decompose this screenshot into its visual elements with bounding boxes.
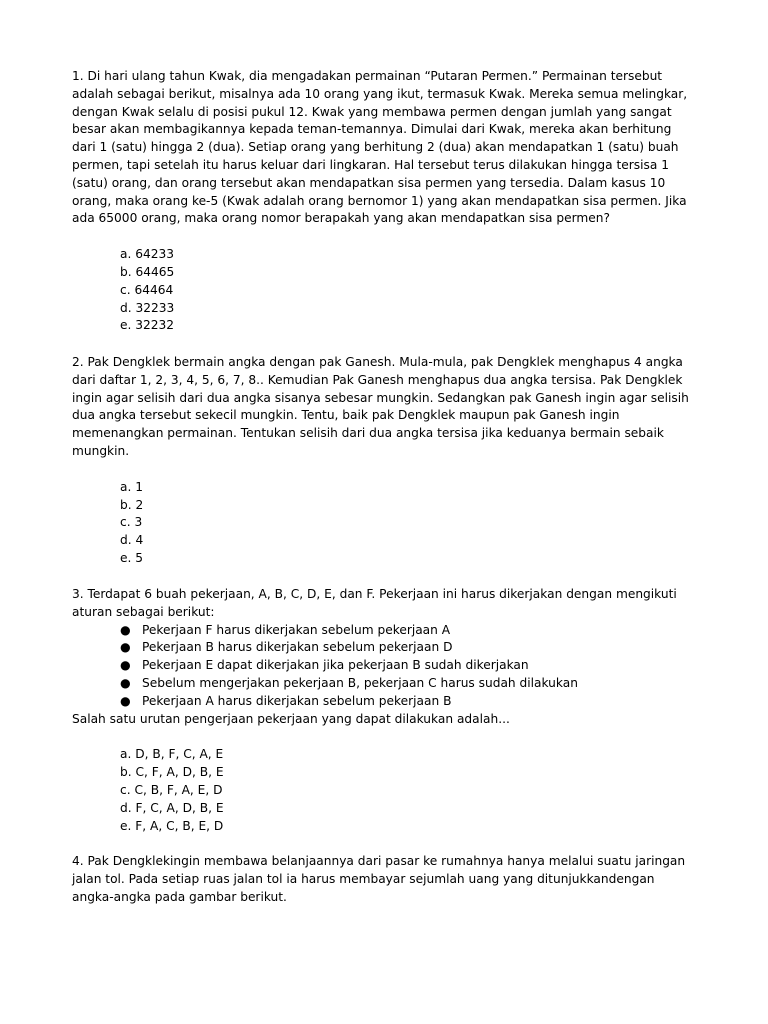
bullet-icon: ● (120, 622, 131, 637)
bullet-icon: ● (120, 693, 131, 708)
rule-text: Pekerjaan E dapat dikerjakan jika pekerjaan B sudah dikerjakan (142, 658, 529, 673)
question-1-text: 1. Di hari ulang tahun Kwak, dia mengadakan permainan “Putaran Permen.” Permainan tersebut adalah sebagai berikut, misalnya ada 10 orang yang ikut, termasuk Kwak. Mereka semua melingkar, dengan Kwak selalu di posisi pukul 12. Kwak yang membawa permen dengan jumlah yang sangat besar akan membagikannya kepada teman-temannya. Dimulai dari Kwak, mereka akan berhitung dari 1 (satu) hingga 2 (dua). Setiap orang yang berhitung 2 (dua) akan mendapatkan 1 (satu) buah permen, tapi setelah itu harus keluar dari lingkaran. Hal tersebut terus dilakukan hingga tersisa 1 (satu) orang, dan orang tersebut akan mendapatkan sisa permen yang tersedia. Dalam kasus 10 orang, maka orang ke-5 (Kwak adalah orang bernomor 1) yang akan mendapatkan sisa permen. Jika ada 65000 orang, maka orang nomor berapakah yang akan mendapatkan sisa permen? (72, 69, 688, 226)
rule-item (120, 675, 698, 693)
option-c: c. 64464 (120, 282, 174, 297)
rule-text: Sebelum mengerjakan pekerjaan B, pekerjaan C harus sudah dilakukan (142, 675, 578, 690)
question-1-options (72, 246, 698, 335)
bullet-icon: ● (120, 640, 131, 655)
bullet-icon: ● (120, 658, 131, 673)
rule-item (120, 639, 698, 657)
question-3-options (72, 746, 698, 835)
question-3-rules (72, 622, 698, 711)
option-d: d. 4 (120, 533, 144, 548)
option-e: e. F, A, C, B, E, D (120, 818, 224, 833)
question-2-options (72, 479, 698, 568)
option-a: a. 64233 (120, 247, 174, 262)
option-d: d. F, C, A, D, B, E (120, 800, 224, 815)
option-d: d. 32233 (120, 300, 175, 315)
bullet-icon: ● (120, 675, 131, 690)
option-b: b. 2 (120, 497, 144, 512)
option-b: b. C, F, A, D, B, E (120, 765, 224, 780)
rule-item (120, 657, 698, 675)
option-a: a. 1 (120, 479, 143, 494)
option-e: e. 5 (120, 550, 144, 565)
option-c: c. C, B, F, A, E, D (120, 782, 223, 797)
rule-text: Pekerjaan F harus dikerjakan sebelum pekerjaan A (142, 622, 451, 637)
question-3-prompt: Salah satu urutan pengerjaan pekerjaan yang dapat dilakukan adalah... (72, 711, 510, 726)
question-3-text: 3. Terdapat 6 buah pekerjaan, A, B, C, D, E, dan F. Pekerjaan ini harus dikerjakan dengan mengikuti aturan sebagai berikut: (72, 587, 677, 619)
question-3 (72, 586, 698, 835)
rule-text: Pekerjaan B harus dikerjakan sebelum pekerjaan D (142, 640, 453, 655)
question-1 (72, 68, 698, 335)
question-2-text: 2. Pak Dengklek bermain angka dengan pak Ganesh. Mula-mula, pak Dengklek menghapus 4 angka dari daftar 1, 2, 3, 4, 5, 6, 7, 8.. Kemudian Pak Ganesh menghapus dua angka tersisa. Pak Dengklek ingin agar selisih dari dua angka sisanya sebesar mungkin. Sedangkan pak Ganesh ingin agar selisih dua angka tersebut sekecil mungkin. Tentu, baik pak Dengklek maupun pak Ganesh ingin memenangkan permainan. Tentukan selisih dari dua angka tersisa jika keduanya bermain sebaik mungkin. (72, 355, 689, 458)
question-2 (72, 354, 698, 568)
rule-item (120, 622, 698, 640)
option-c: c. 3 (120, 515, 143, 530)
option-e: e. 32232 (120, 318, 175, 333)
option-a: a. D, B, F, C, A, E (120, 747, 224, 762)
question-4 (72, 853, 698, 906)
question-4-text: 4. Pak Dengklekingin membawa belanjaannya dari pasar ke rumahnya hanya melalui suatu jaringan jalan tol. Pada setiap ruas jalan tol ia harus membayar sejumlah uang yang ditunjukkandengan angka-angka pada gambar berikut. (72, 854, 686, 904)
rule-text: Pekerjaan A harus dikerjakan sebelum pekerjaan B (142, 693, 452, 708)
option-b: b. 64465 (120, 264, 175, 279)
rule-item (120, 693, 698, 711)
